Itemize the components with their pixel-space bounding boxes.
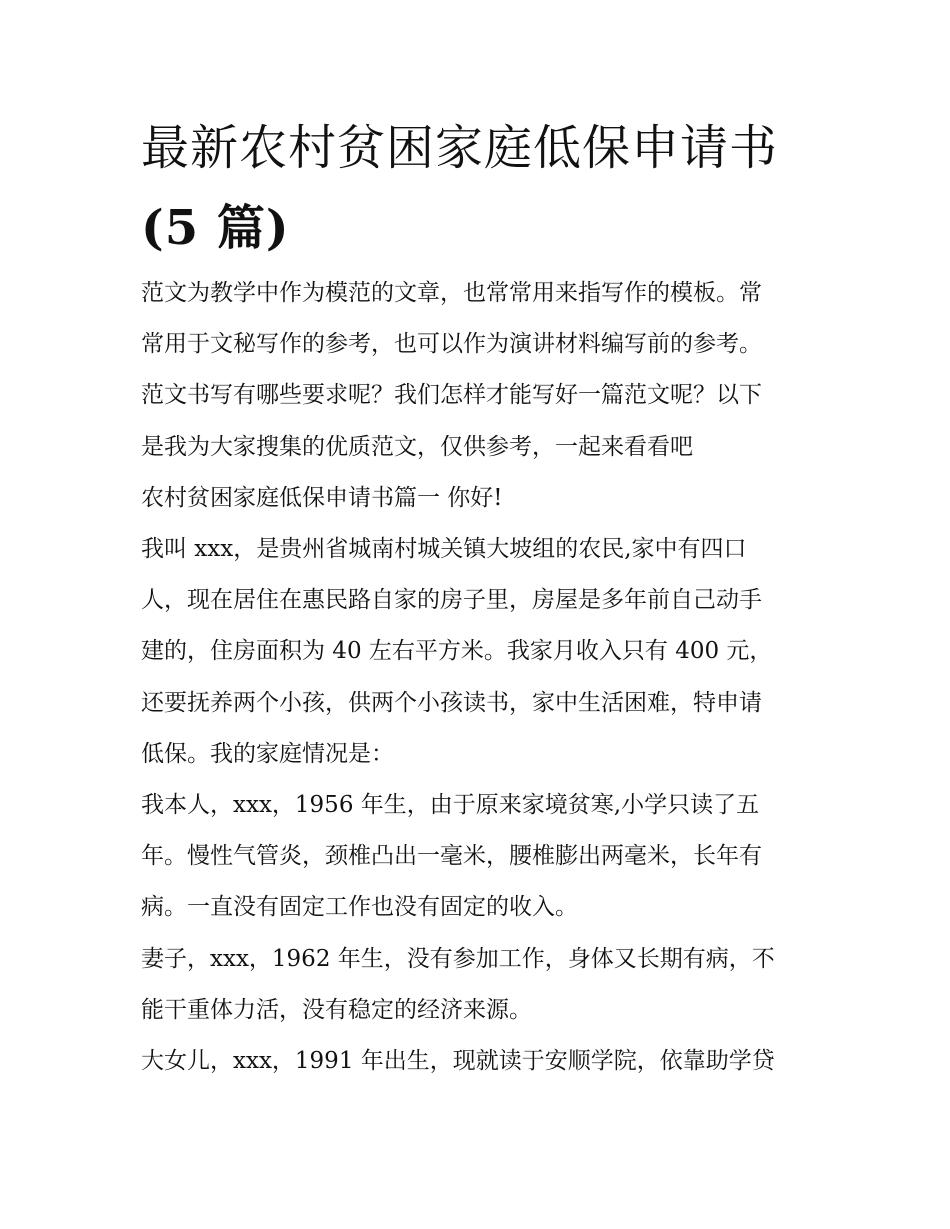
text-line: 大女儿，xxx，1991 年出生，现就读于安顺学院，依靠助学贷 [141, 1048, 775, 1075]
text-line: 低保。我的家庭情况是： [141, 740, 394, 767]
text-line: 还要抚养两个小孩，供两个小孩读书，家中生活困难，特申请 [141, 689, 762, 716]
text-line: 农村贫困家庭低保申请书篇一 你好! [141, 484, 503, 511]
text-line: 年。慢性气管炎，颈椎凸出一毫米，腰椎膨出两毫米，长年有 [141, 843, 762, 870]
text-line: 妻子，xxx，1962 年生，没有参加工作，身体又长期有病，不 [141, 945, 775, 972]
text-line: 人，现在居住在惠民路自家的房子里，房屋是多年前自己动手 [141, 587, 762, 614]
text-line: 我叫 xxx，是贵州省城南村城关镇大坡组的农民,家中有四口 [141, 536, 747, 563]
paragraph-wife [141, 934, 821, 1036]
text-line: 能干重体力活，没有稳定的经济来源。 [141, 996, 532, 1023]
title-line-2: (5 篇) [141, 200, 290, 256]
title-line-1: 最新农村贫困家庭低保申请书 [141, 120, 779, 176]
text-line: 病。一直没有固定工作也没有固定的收入。 [141, 894, 578, 921]
text-line: 是我为大家搜集的优质范文，仅供参考，一起来看看吧 [141, 433, 693, 460]
text-line: 常用于文秘写作的参考，也可以作为演讲材料编写前的参考。 [141, 331, 762, 358]
text-line: 建的，住房面积为 40 左右平方米。我家月收入只有 400 元， [141, 638, 773, 665]
paragraph-daughter [141, 1036, 821, 1087]
text-line: 我本人，xxx，1956 年生，由于原来家境贫寒,小学只读了五 [141, 792, 760, 819]
text-line: 范文书写有哪些要求呢？我们怎样才能写好一篇范文呢？以下 [141, 382, 762, 409]
paragraph-intro [141, 268, 821, 473]
paragraph-self-intro [141, 524, 821, 780]
document-body [141, 108, 821, 1087]
text-line: 范文为教学中作为模范的文章，也常常用来指写作的模板。常 [141, 280, 762, 306]
document-title [141, 108, 821, 268]
paragraph-applicant [141, 780, 821, 934]
paragraph-section-heading [141, 473, 821, 524]
